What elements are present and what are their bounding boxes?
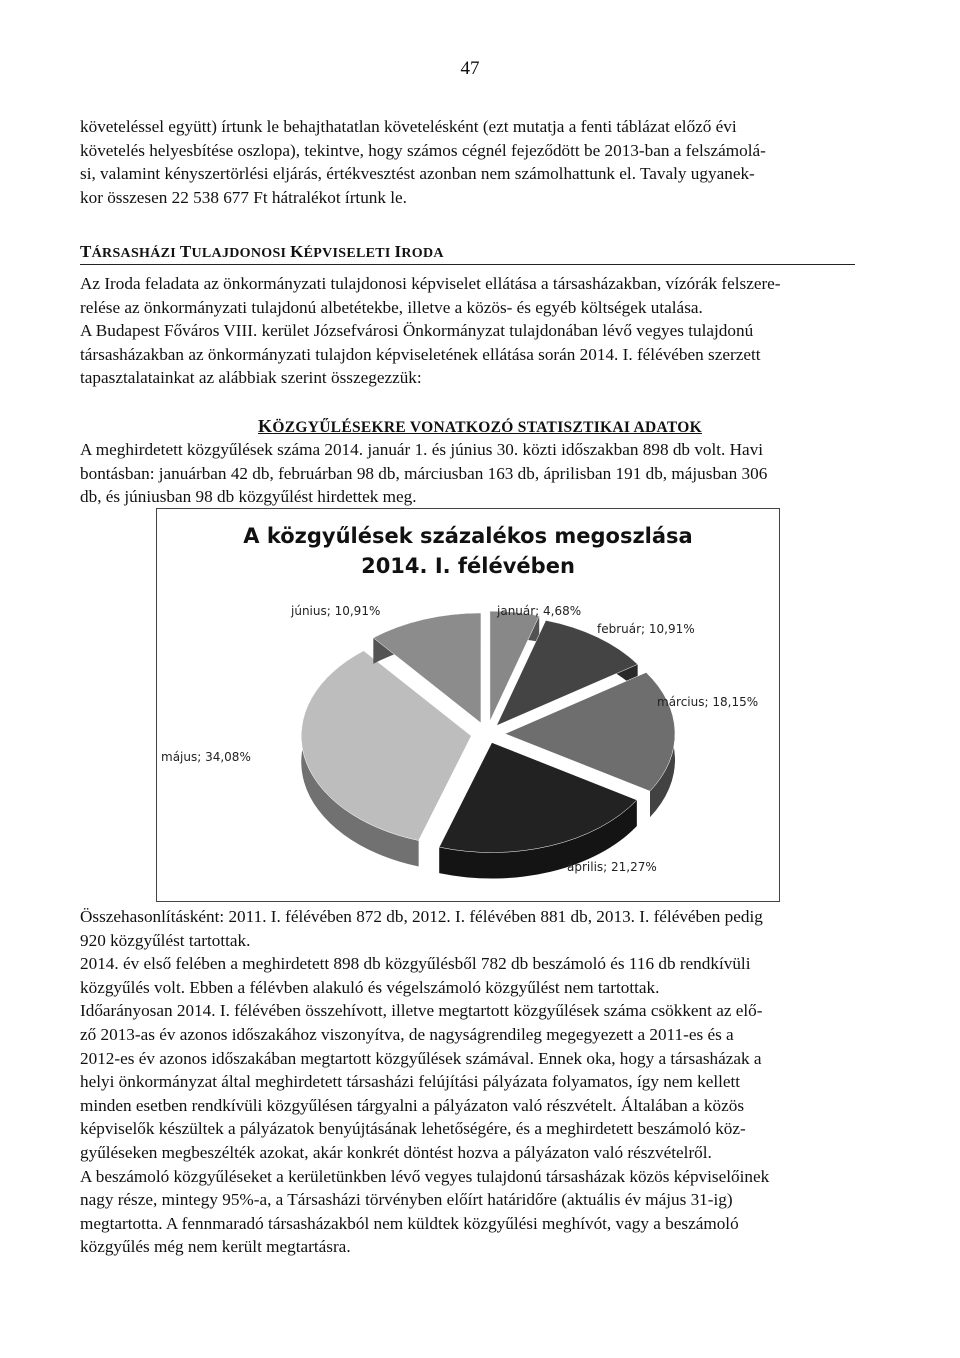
- text-line: követelés helyesbítése oszlopa), tekintve, hogy számos cégnél fejeződött be 2013-ban a felszámolá-: [80, 140, 766, 160]
- pie-slice-label: június; 10,91%: [291, 604, 381, 618]
- text-line: gyűléseken megbeszélték azokat, akár konkrét döntést hozva a pályázaton való részvételről.: [80, 1142, 712, 1162]
- text-line: társasházakban az önkormányzati tulajdon képviseletének ellátása során 2014. I. félévében szerzett: [80, 344, 761, 364]
- text-line: db, és júniusban 98 db közgyűlést hirdettek meg.: [80, 487, 417, 507]
- statistics-paragraph: [80, 438, 854, 509]
- text-line: közgyűlés volt. Ebben a félévben alakuló és végelszámoló közgyűlést nem tartottak.: [80, 977, 660, 997]
- text-line: Időarányosan 2014. I. félévében összehívott, illetve megtartott közgyűlések száma csökkent az elő-: [80, 1001, 763, 1021]
- text-line: követeléssel együtt) írtunk le behajthatatlan követelésként (ezt mutatja a fenti táblázat előző évi: [80, 117, 737, 136]
- pie-slice-label: április; 21,27%: [567, 860, 657, 874]
- text-line: megtartotta. A fennmaradó társasházakból nem küldtek közgyűlési meghívót, vagy a beszámoló: [80, 1213, 739, 1233]
- text-line: nagy része, mintegy 95%-a, a Társasházi törvényben előírt határidőre (aktuális év május 31-ig): [80, 1190, 733, 1210]
- pie-chart: [156, 508, 780, 902]
- text-line: kor összesen 22 538 677 Ft hátralékot írtunk le.: [80, 187, 407, 207]
- text-line: bontásban: januárban 42 db, februárban 98 db, márciusban 163 db, áprilisban 191 db, májusban 306: [80, 463, 768, 483]
- intro-paragraph: [80, 115, 854, 209]
- text-line: képviselők készültek a pályázatok benyújtásának lehetőségére, és a meghirdetett beszámoló köz-: [80, 1119, 746, 1139]
- heading-text: ÉPVISELETI: [303, 246, 395, 261]
- heading-text: ULAJDONOSI: [191, 246, 291, 261]
- chart-title-line-1: A közgyűlések százalékos megoszlása: [243, 524, 693, 548]
- text-line: ző 2013-as év azonos időszakához viszonyítva, de nagyságrendileg megegyezett a 2011-es és a: [80, 1024, 734, 1044]
- section-heading: [80, 242, 855, 265]
- pie-slice-label: március; 18,15%: [657, 695, 759, 709]
- heading-text: ÁRSASHÁZI: [91, 246, 180, 261]
- text-line: Az Iroda feladata az önkormányzati tulajdonosi képviselet ellátása a társasházakban, vízórák felszere-: [80, 274, 781, 293]
- statistics-heading: [0, 416, 960, 437]
- heading-initial: T: [80, 242, 92, 261]
- text-line: Összehasonlításként: 2011. I. félévében 872 db, 2012. I. félévében 881 db, 2013. I. félévében pedig: [80, 907, 763, 926]
- heading-initial: I: [394, 242, 402, 261]
- text-line: relése az önkormányzati tulajdonú albetétekbe, illetve a közös- és egyéb költségek utalása.: [80, 297, 703, 317]
- text-line: tapasztalatainkat az alábbiak szerint összegezzük:: [80, 368, 422, 388]
- pie-slice-label: január; 4,68%: [497, 604, 582, 618]
- heading-initial: K: [258, 416, 273, 436]
- pie-chart-svg: [157, 509, 779, 901]
- chart-title-line-2: 2014. I. félévében: [361, 554, 575, 578]
- text-line: 920 közgyűlést tartottak.: [80, 930, 251, 950]
- heading-initial: T: [179, 242, 192, 261]
- text-line: helyi önkormányzat által meghirdetett társasházi felújítási pályázata folyamatos, így nem kellett: [80, 1072, 741, 1092]
- text-line: A meghirdetett közgyűlések száma 2014. január 1. és június 30. közti időszakban 898 db volt. Havi: [80, 440, 764, 459]
- text-line: A Budapest Főváros VIII. kerület Józsefvárosi Önkormányzat tulajdonában lévő vegyes tulajdonú: [80, 321, 754, 341]
- comparison-paragraph: [80, 905, 854, 1259]
- text-line: 2012-es év azonos időszakában megtartott közgyűlések számával. Ennek oka, hogy a társasházak a: [80, 1048, 762, 1068]
- text-line: A beszámoló közgyűléseket a kerületünkben lévő vegyes tulajdonú társasházak közös képviselőinek: [80, 1166, 770, 1186]
- pie-slice-label: február; 10,91%: [597, 622, 695, 636]
- text-line: minden esetben rendkívüli közgyűlésen tárgyalni a pályázaton való részvételt. Általában a közös: [80, 1095, 745, 1115]
- text-line: 2014. év első felében a meghirdetett 898 db közgyűlésből 782 db beszámoló és 116 db rendkívüli: [80, 954, 751, 974]
- heading-initial: K: [290, 242, 304, 261]
- pie-slice-label: május; 34,08%: [161, 750, 251, 764]
- page-number: 47: [460, 58, 480, 79]
- heading-text: RODA: [401, 246, 444, 261]
- heading-text: ÖZGYŰLÉSEKRE VONATKOZÓ STATISZTIKAI ADATOK: [272, 419, 702, 436]
- section-paragraph: [80, 272, 854, 390]
- text-line: si, valamint kényszertörlési eljárás, értékvesztést azonban nem számolhattunk el. Tavaly ugyanek-: [80, 164, 755, 184]
- text-line: közgyűlés még nem került megtartásra.: [80, 1237, 351, 1257]
